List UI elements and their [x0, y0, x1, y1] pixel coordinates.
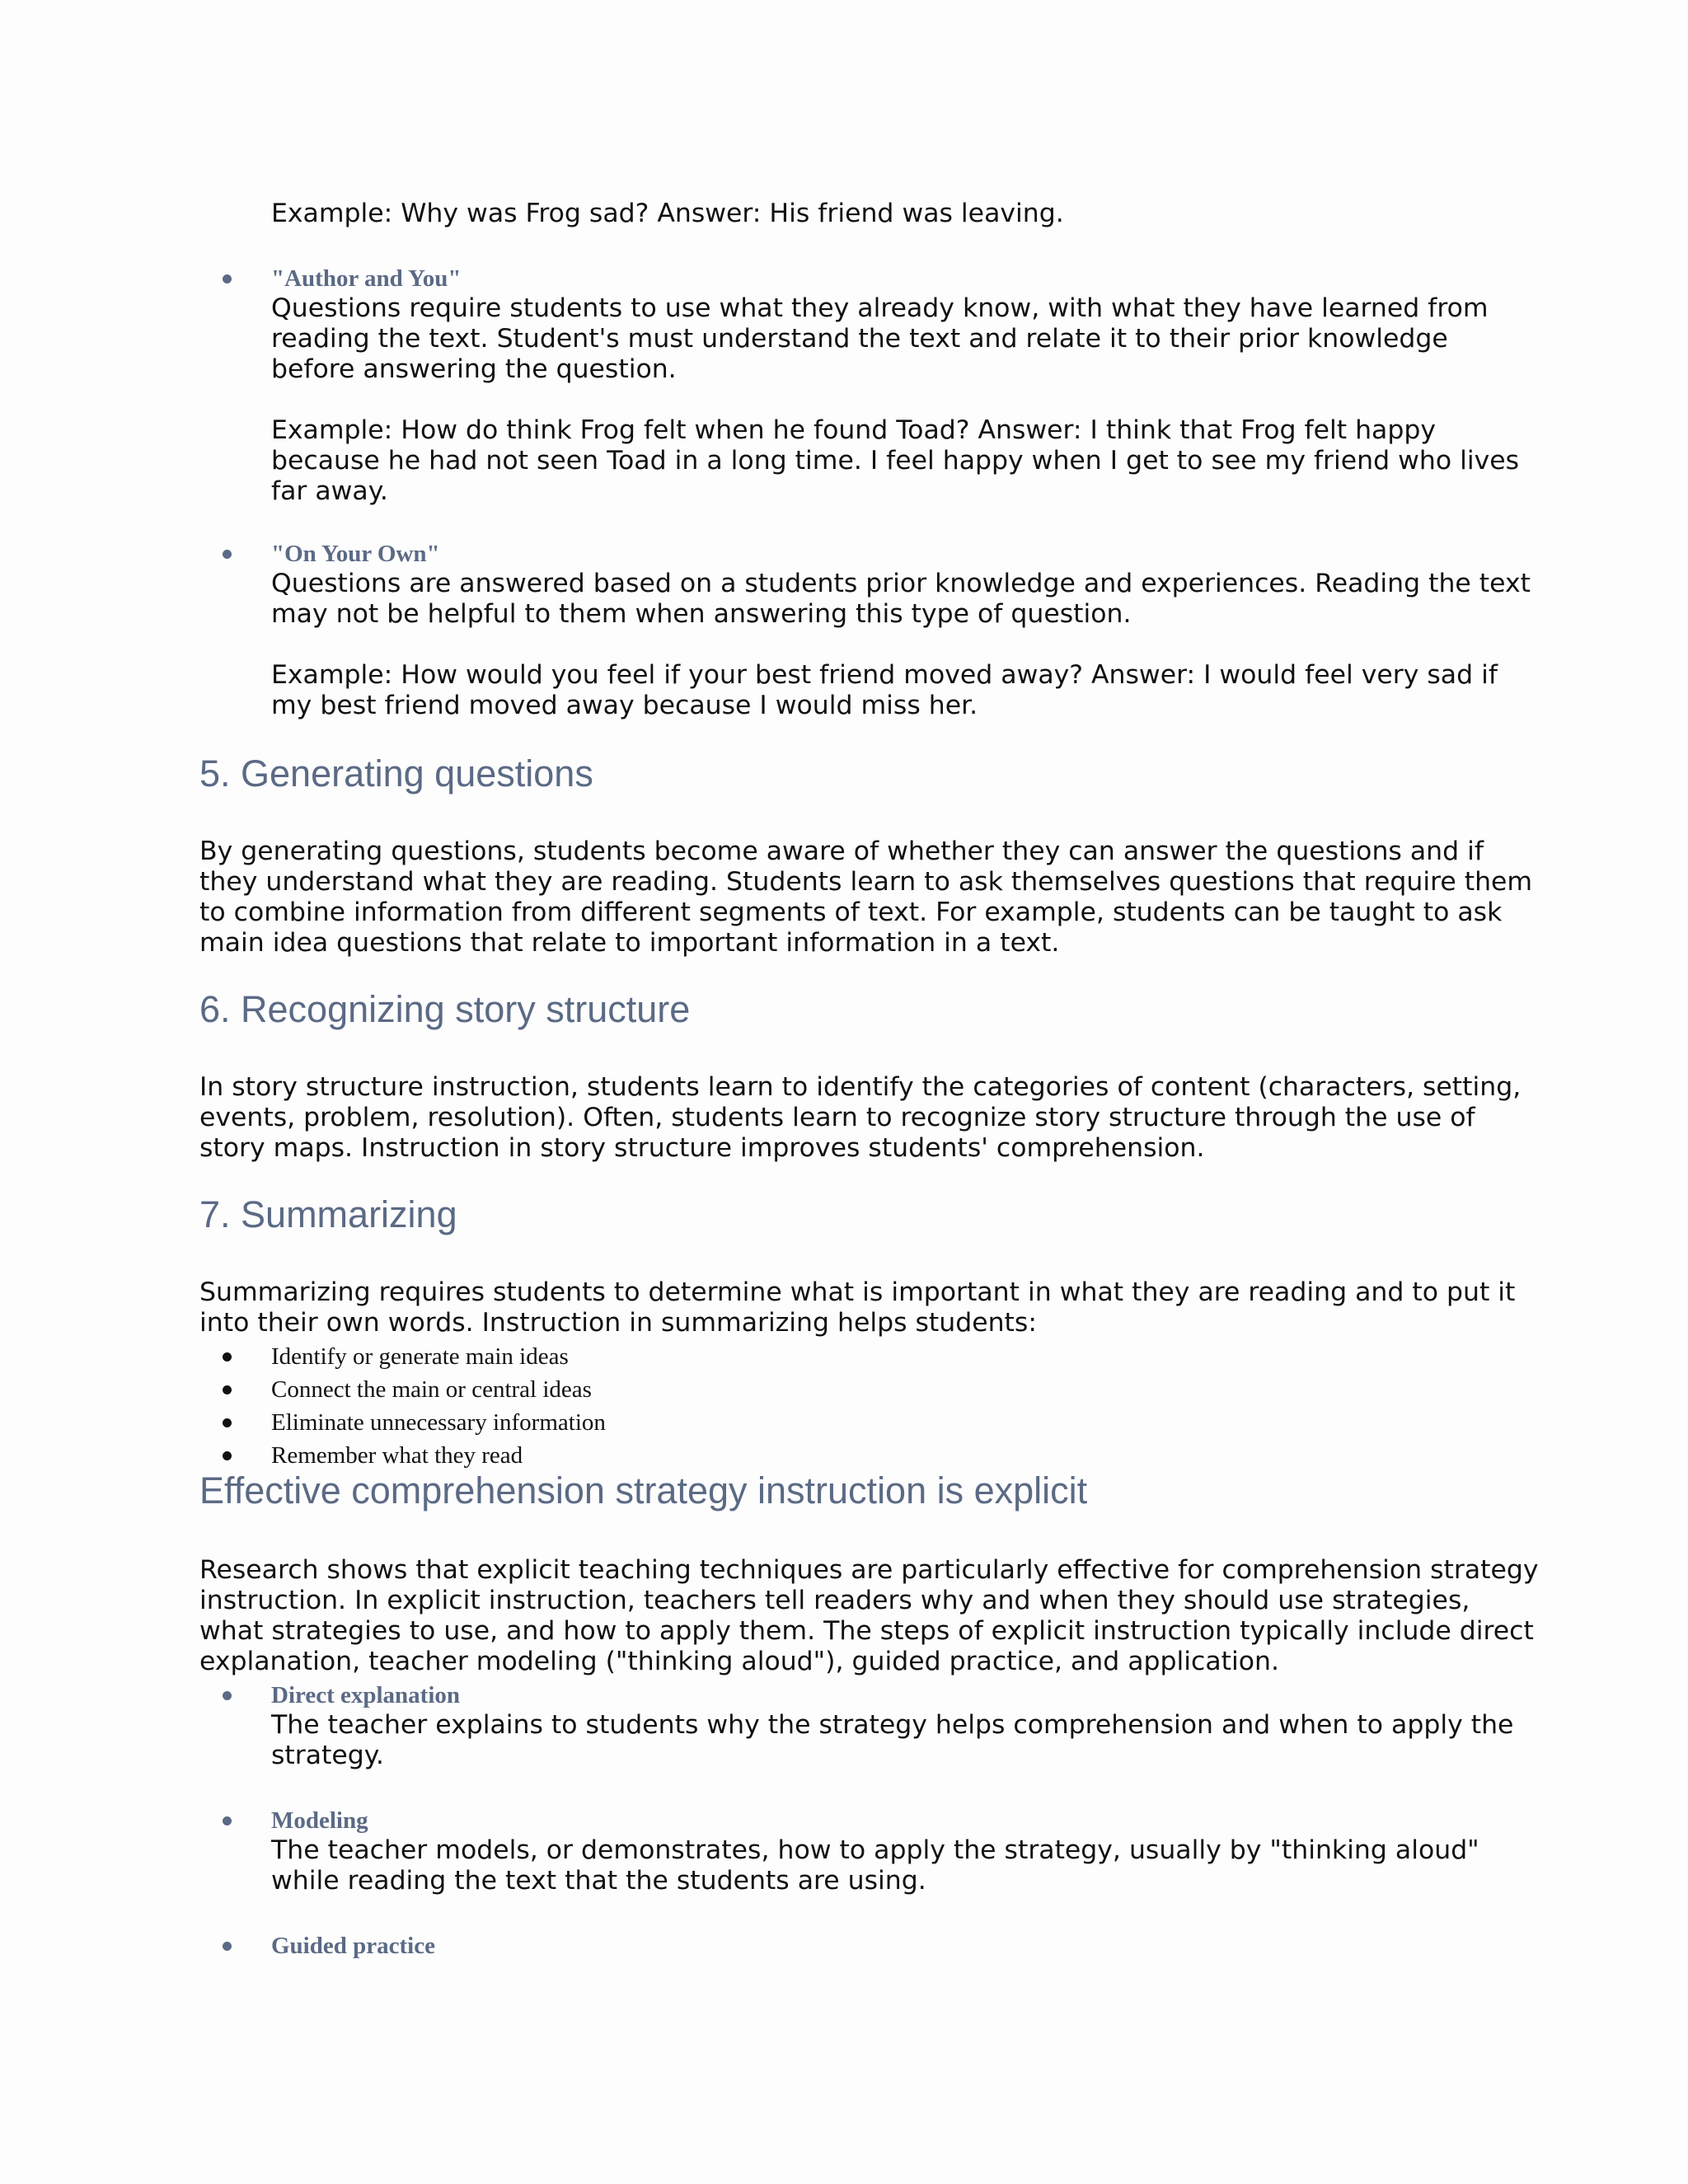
section-5-body-4: main idea questions that relate to important information in a text.: [199, 928, 1060, 958]
bullet-icon: [223, 1816, 232, 1825]
qar-author-and-you-desc-1: Questions require students to use what they already know, with what they have learned from: [271, 293, 1489, 323]
qar-author-and-you-example-3: far away.: [271, 476, 388, 506]
qar-author-and-you-desc-3: before answering the question.: [271, 354, 677, 384]
explicit-body-1: Research shows that explicit teaching techniques are particularly effective for comprehension strategy: [199, 1555, 1539, 1585]
qar-example-in-text: Example: Why was Frog sad? Answer: His friend was leaving.: [271, 199, 1064, 228]
qar-author-and-you-desc-2: reading the text. Student's must understand the text and relate it to their prior knowledge: [271, 324, 1448, 354]
modeling-desc-1: The teacher models, or demonstrates, how to apply the strategy, usually by "thinking aloud": [271, 1835, 1479, 1865]
modeling-desc-2: while reading the text that the students are using.: [271, 1866, 926, 1896]
direct-explanation-title: Direct explanation: [271, 1682, 461, 1708]
qar-on-your-own-desc-1: Questions are answered based on a students prior knowledge and experiences. Reading the text: [271, 569, 1531, 598]
section-5-body-3: to combine information from different segments of text. For example, students can be taught to ask: [199, 898, 1503, 927]
qar-author-and-you-example-2: because he had not seen Toad in a long time. I feel happy when I get to see my friend who lives: [271, 446, 1520, 476]
section-7-body-1: Summarizing requires students to determine what is important in what they are reading and to put it: [199, 1277, 1516, 1307]
direct-explanation-desc-1: The teacher explains to students why the strategy helps comprehension and when to apply the: [271, 1710, 1514, 1740]
summarizing-item-2: Connect the main or central ideas: [271, 1376, 592, 1403]
bullet-icon: [223, 274, 232, 284]
section-7-heading: 7. Summarizing: [199, 1193, 457, 1235]
section-6-heading: 6. Recognizing story structure: [199, 988, 691, 1030]
bullet-icon: [223, 550, 232, 559]
qar-on-your-own-title: "On Your Own": [271, 541, 440, 567]
summarizing-item-1: Identify or generate main ideas: [271, 1343, 569, 1370]
modeling-title: Modeling: [271, 1807, 368, 1834]
section-6-body-1: In story structure instruction, students learn to identify the categories of content (characters, setting,: [199, 1072, 1522, 1102]
bullet-icon: [223, 1942, 232, 1951]
section-5-body-1: By generating questions, students become aware of whether they can answer the questions and if: [199, 837, 1484, 866]
summarizing-item-3: Eliminate unnecessary information: [271, 1409, 606, 1436]
section-5-heading: 5. Generating questions: [199, 752, 593, 794]
bullet-icon: [223, 1691, 232, 1700]
explicit-body-4: explanation, teacher modeling ("thinking aloud"), guided practice, and application.: [199, 1647, 1280, 1676]
summarizing-item-4: Remember what they read: [271, 1442, 523, 1469]
qar-on-your-own-example-2: my best friend moved away because I would miss her.: [271, 691, 978, 720]
direct-explanation-desc-2: strategy.: [271, 1741, 384, 1770]
section-6-body-2: events, problem, resolution). Often, students learn to recognize story structure through the use of: [199, 1103, 1475, 1132]
explicit-body-3: what strategies to use, and how to apply them. The steps of explicit instruction typically include direct: [199, 1616, 1534, 1646]
qar-on-your-own-desc-2: may not be helpful to them when answering this type of question.: [271, 599, 1132, 629]
bullet-icon: [223, 1385, 232, 1394]
section-7-body-2: into their own words. Instruction in summarizing helps students:: [199, 1308, 1037, 1338]
section-5-body-2: they understand what they are reading. Students learn to ask themselves questions that require them: [199, 867, 1533, 897]
qar-author-and-you-example-1: Example: How do think Frog felt when he found Toad? Answer: I think that Frog felt happy: [271, 415, 1436, 445]
section-6-body-3: story maps. Instruction in story structure improves students' comprehension.: [199, 1133, 1205, 1163]
guided-practice-title: Guided practice: [271, 1933, 435, 1959]
explicit-body-2: instruction. In explicit instruction, teachers tell readers why and when they should use strategies,: [199, 1586, 1470, 1615]
qar-author-and-you-title: "Author and You": [271, 265, 462, 292]
bullet-icon: [223, 1352, 232, 1361]
bullet-icon: [223, 1418, 232, 1427]
bullet-icon: [223, 1451, 232, 1460]
explicit-heading: Effective comprehension strategy instruction is explicit: [199, 1469, 1088, 1511]
qar-on-your-own-example-1: Example: How would you feel if your best friend moved away? Answer: I would feel very sad if: [271, 660, 1498, 690]
